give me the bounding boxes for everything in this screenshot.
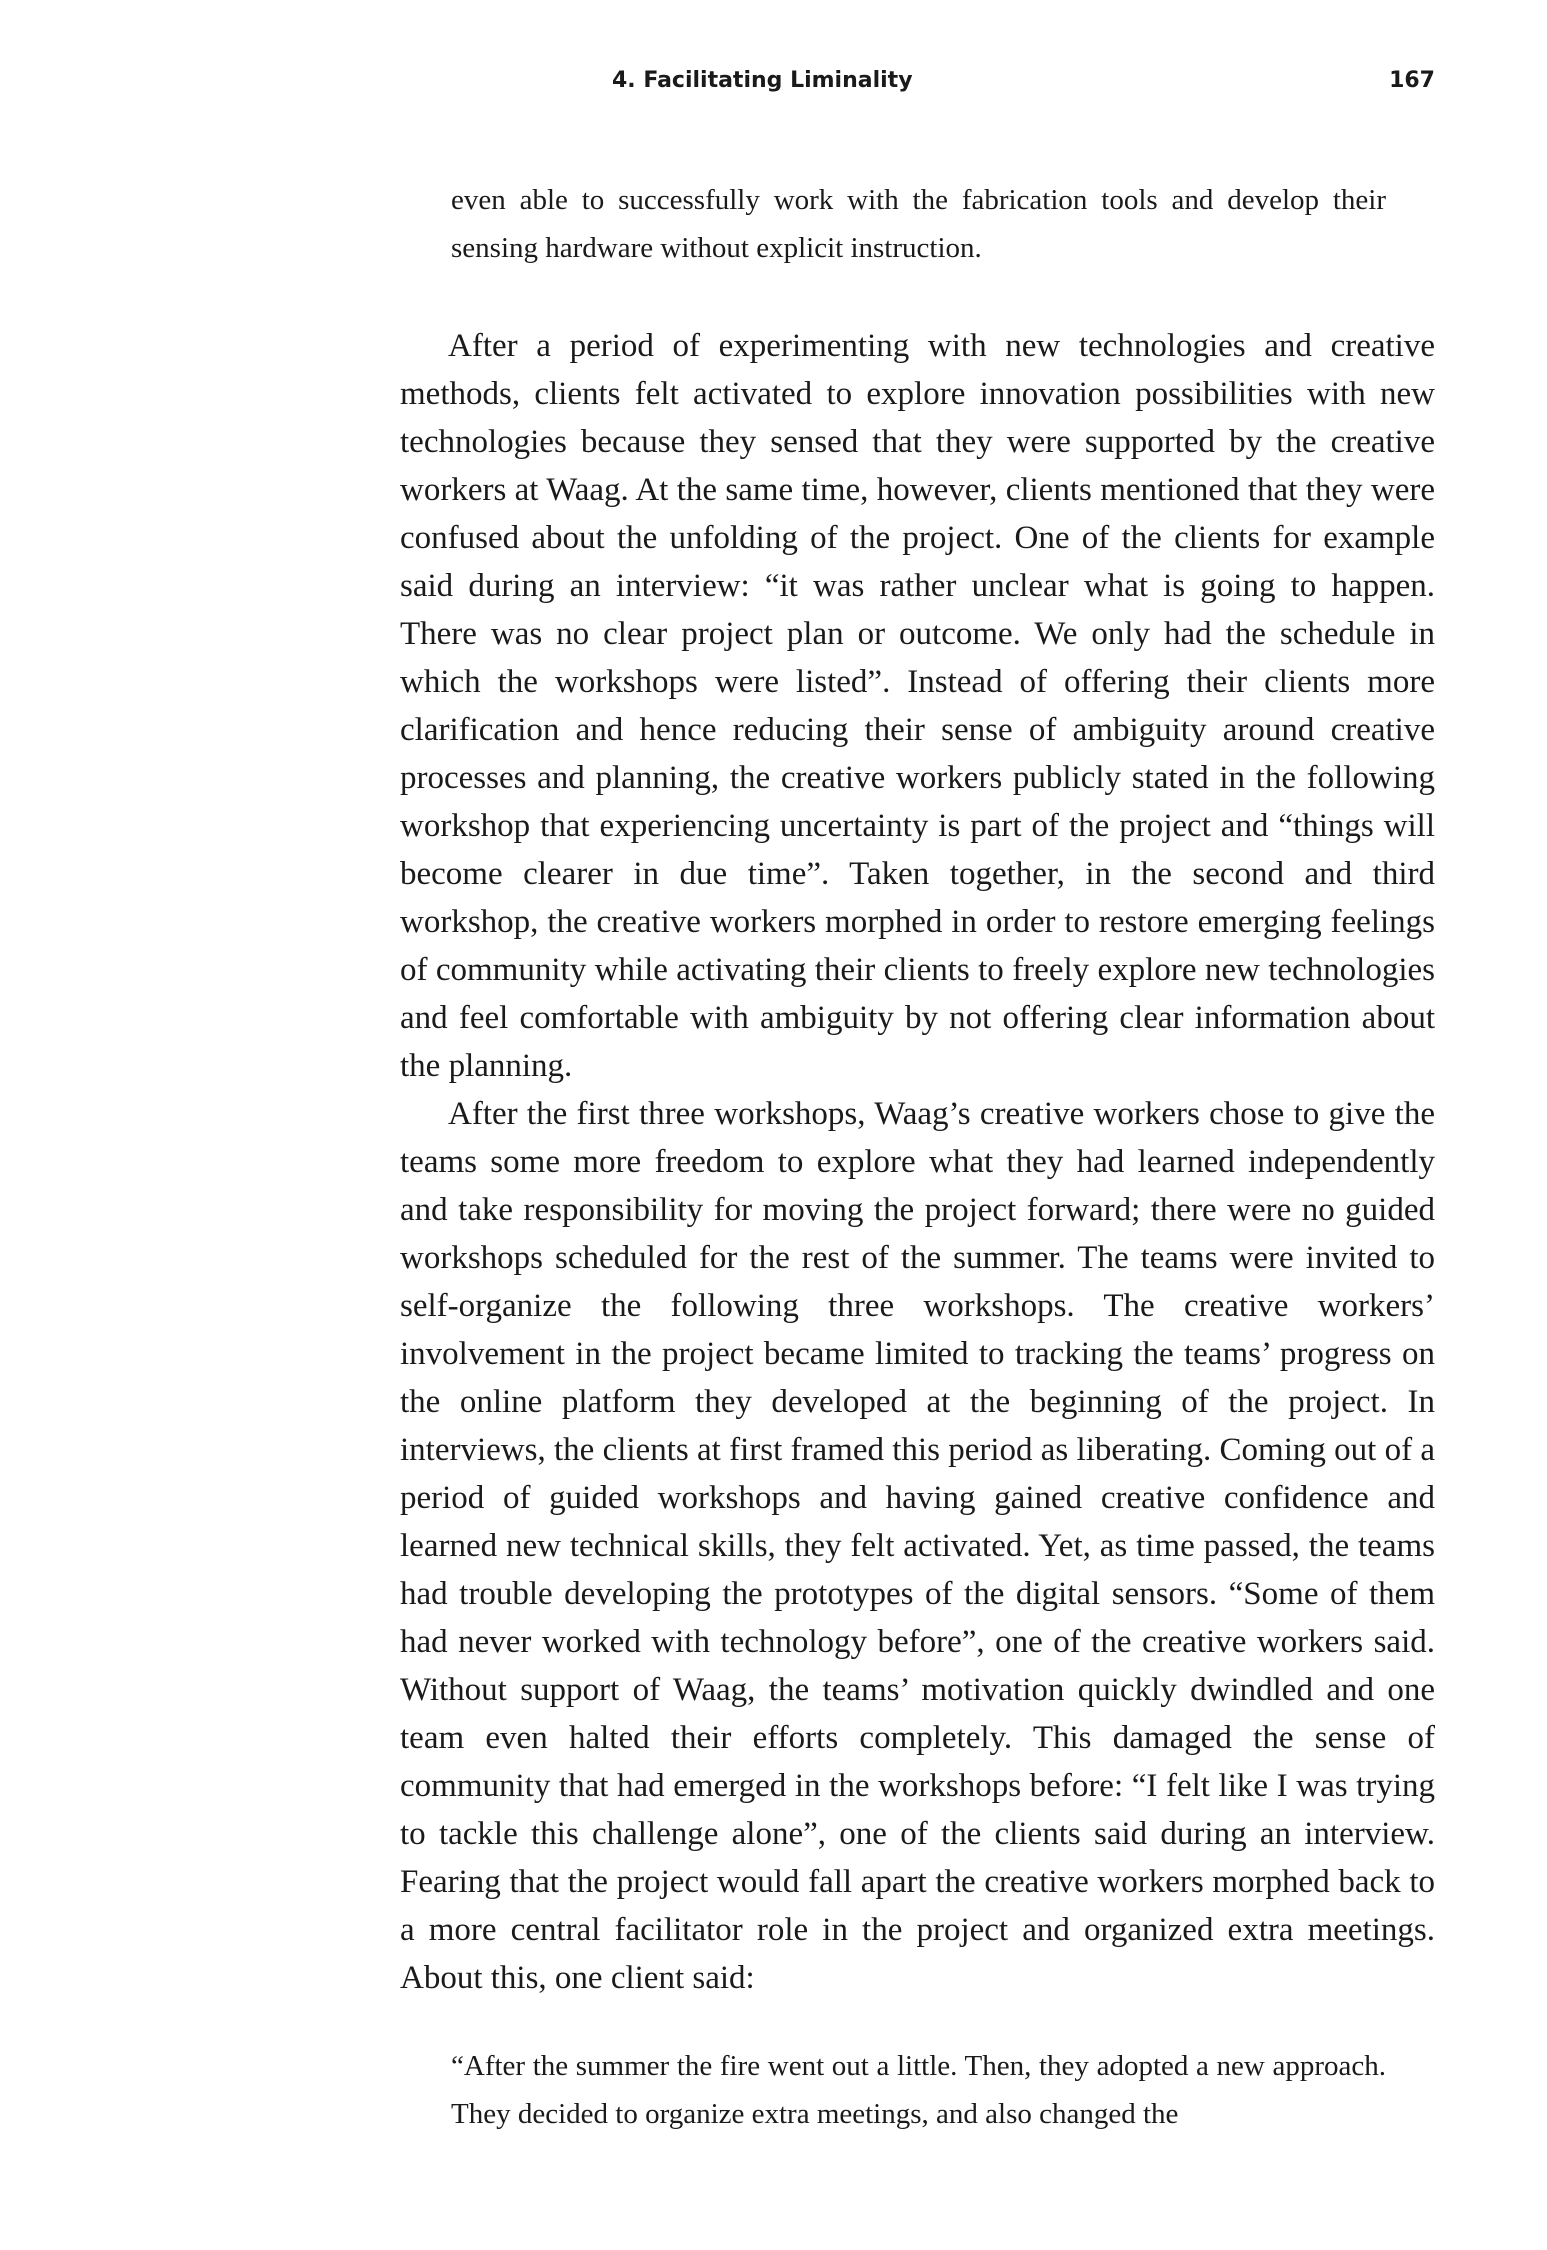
paragraph-1: After a period of experimenting with new technologies and creative methods, clients felt activated to explore innovation possibilities with new technologies because they sensed that they were supported by the creative workers at Waag. At the same time, however, clients mentioned that they were confused about the unfolding of the project. One of the clients for example said during an interview: “it was rather unclear what is going to happen. There was no clear project plan or outcome. We only had the schedule in which the workshops were listed”. Instead of offering their clients more clarification and hence reducing their sense of ambiguity around creative processes and planning, the creative workers publicly stated in the following workshop that experiencing uncertainty is part of the project and “things will become clearer in due time”. Taken together, in the second and third workshop, the creative workers morphed in order to restore emerging feelings of community while activating their clients to freely explore new technologies and feel comfortable with ambiguity by not offering clear information about the planning.	[400, 328, 1435, 1084]
running-head	[400, 68, 1435, 108]
continued-quote: even able to successfully work with the fabrication tools and develop their sensing hardware without explicit instruction.	[451, 184, 1386, 264]
page-number: 167	[1389, 68, 1435, 93]
closing-quote: “After the summer the fire went out a little. Then, they adopted a new approach. They decided to organize extra meetings, and also changed the	[451, 2050, 1386, 2130]
chapter-title: 4. Facilitating Liminality	[612, 68, 913, 93]
body-text	[400, 322, 1435, 2002]
paragraph-2: After the first three workshops, Waag’s creative workers chose to give the teams some more freedom to explore what they had learned independently and take responsibility for moving the project forward; there were no guided workshops scheduled for the rest of the summer. The teams were invited to self-organize the following three workshops. The creative workers’ involvement in the project became limited to tracking the teams’ progress on the online platform they developed at the beginning of the project. In interviews, the clients at first framed this period as liberating. Coming out of a period of guided workshops and having gained creative confidence and learned new technical skills, they felt activated. Yet, as time passed, the teams had trouble developing the prototypes of the digital sensors. “Some of them had never worked with technology before”, one of the creative workers said. Without support of Waag, the teams’ motivation quickly dwindled and one team even halted their efforts completely. This damaged the sense of community that had emerged in the workshops before: “I felt like I was trying to tackle this challenge alone”, one of the clients said during an interview. Fearing that the project would fall apart the creative workers morphed back to a more central facilitator role in the project and organized extra meetings. About this, one client said:	[400, 1096, 1435, 1996]
